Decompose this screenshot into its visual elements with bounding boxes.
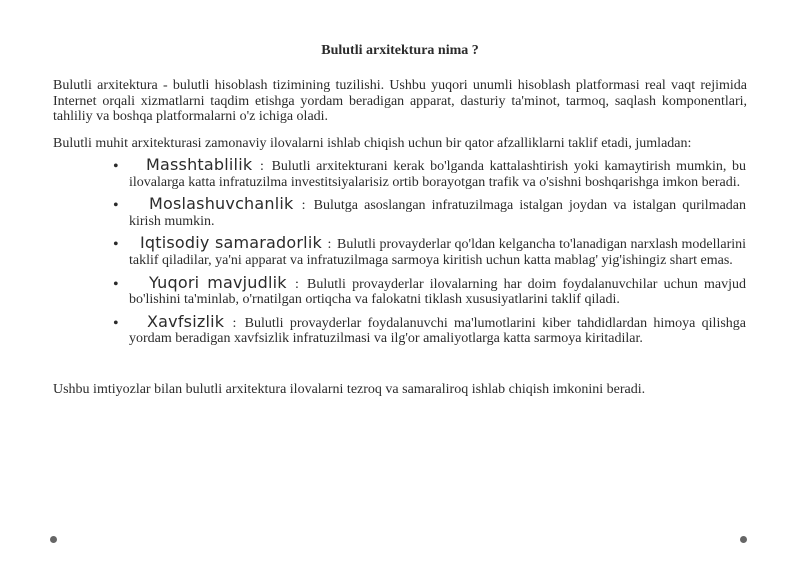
list-item bbox=[0, 157, 746, 190]
item-term: Xavfsizlik bbox=[147, 311, 225, 331]
item-text: Bulutga asoslangan infratuzilmaga istalgan joydan va istalgan qurilmadan kirish mumkin. bbox=[129, 198, 747, 229]
item-text: Bulutli provayderlar foydalanuvchi ma'lumotlarini kiber tahdidlardan himoya qilishga yordam beradigan xavfsizlik infratuzilmasi va ilg'or amaliyotlarga katta sarmoya kiritadilar. bbox=[129, 315, 747, 347]
document-title: Bulutli arxitektura nima ? bbox=[321, 43, 479, 58]
conclusion-paragraph: Ushbu imtiyozlar bilan bulutli arxitektura ilovalarni tezroq va samaraliroq ishlab chiqish imkonini beradi. bbox=[53, 382, 646, 397]
item-text: Bulutli provayderlar ilovalarning har doim foydalanuvchilar uchun mavjud bo'lishini ta'minlab, o'rnatilgan ortiqcha va falokatni tiklash xususiyatlarini taklif qiladi. bbox=[129, 276, 747, 308]
page-marker-dot-left bbox=[50, 536, 57, 543]
list-item bbox=[0, 196, 746, 229]
item-term: Yuqori mavjudlik bbox=[149, 272, 287, 292]
lead-paragraph: Bulutli muhit arxitekturasi zamonaviy ilovalarni ishlab chiqish uchun bir qator afzalliklarni taklif etadi, jumladan: bbox=[53, 136, 692, 151]
list-item bbox=[0, 235, 746, 268]
item-separator: : bbox=[301, 198, 306, 214]
bullet-icon: • bbox=[113, 158, 119, 175]
item-separator: : bbox=[232, 315, 237, 331]
item-text: Bulutli arxitekturani kerak bo'lganda kattalashtirish yoki kamaytirish mumkin, bu ilovalarga katta infratuzilma investitsiyalarisiz ortib borayotgan trafik va o'sishni boshqarishga imkon beradi. bbox=[129, 159, 747, 190]
item-separator: : bbox=[260, 159, 264, 174]
bullet-icon: • bbox=[113, 275, 119, 293]
item-separator: : bbox=[294, 276, 299, 292]
item-separator: : bbox=[327, 237, 332, 253]
item-term: Masshtablilik bbox=[146, 155, 253, 174]
item-term: Moslashuvchanlik bbox=[149, 194, 294, 214]
list-item bbox=[0, 272, 747, 308]
intro-paragraph: Bulutli arxitektura - bulutli hisoblash tizimining tuzilishi. Ushbu yuqori unumli hisoblash platformasi real vaqt rejimida Internet orqali xizmatlarni taqdim etishga yordam beradigan apparat, dasturiy ta'minot, tarmoq, saqlash komponentlari, tahliliy va boshqa platformalarni o'z ichiga oladi. bbox=[53, 78, 747, 125]
page-marker-dot-right bbox=[740, 536, 747, 543]
advantages-list bbox=[0, 157, 800, 353]
bullet-icon: • bbox=[113, 197, 119, 215]
list-item bbox=[0, 311, 747, 347]
item-term: Iqtisodiy samaradorlik bbox=[140, 233, 322, 253]
bullet-icon: • bbox=[113, 236, 119, 254]
bullet-icon: • bbox=[113, 314, 119, 332]
item-text: Bulutli provayderlar qo'ldan kelgancha to'lanadigan narxlash modellarini taklif qiladilar, ya'ni apparat va infratuzilmaga sarmoya kiritish uchun katta mablag' yig'ishingiz shart emas. bbox=[129, 237, 747, 268]
